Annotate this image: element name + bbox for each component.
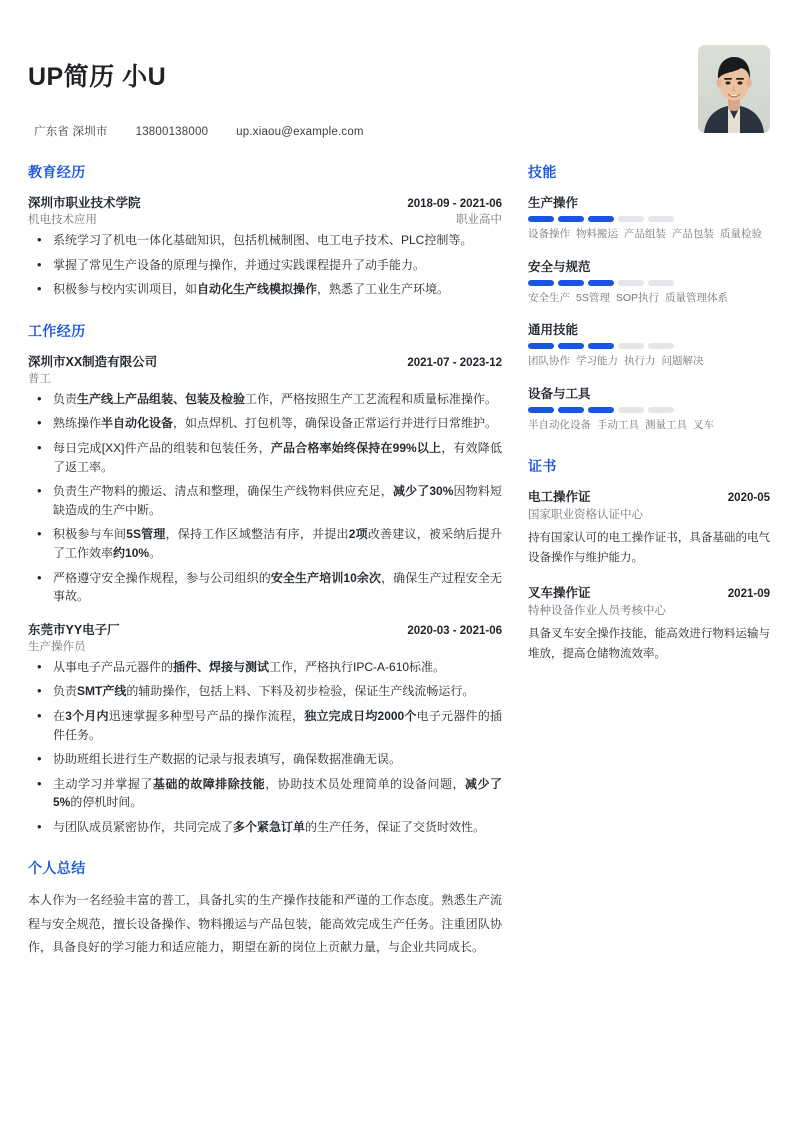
skill-tag: 测量工具 [645, 419, 687, 432]
section-summary [28, 858, 502, 958]
section-certificates [528, 456, 770, 665]
company-name: 东莞市YY电子厂 [28, 622, 120, 637]
skill-tag: 安全生产 [528, 291, 570, 304]
skill-tag: 设备操作 [528, 228, 570, 240]
skill-level-segment [588, 280, 614, 286]
portrait-photo-icon [698, 45, 770, 133]
certificate-description: 持有国家认可的电工操作证书，具备基础的电气设备操作与维护能力。 [528, 531, 770, 565]
bullet-list [28, 231, 502, 299]
skill-group [528, 320, 770, 369]
school-name: 深圳市职业技术学院 [28, 196, 141, 210]
education-entry-header [28, 193, 502, 211]
job-position: 普工 [28, 372, 51, 385]
major: 机电技术应用 [28, 214, 97, 226]
skill-level-segment [618, 407, 644, 413]
skill-tag: SOP执行 [615, 291, 660, 304]
education-entries [28, 193, 502, 299]
certificate-item [528, 583, 770, 665]
skill-group [528, 193, 770, 242]
skill-level-segment [528, 216, 554, 222]
certificate-header [528, 487, 770, 505]
skill-tag-list [528, 227, 770, 242]
work-entry-header [28, 620, 502, 638]
work-date: 2020-03 - 2021-06 [407, 624, 502, 637]
skill-level-segment [648, 280, 674, 286]
bullet-item: • 积极参与车间5S管理，保持工作区域整洁有序，并提出2项改善建议，被采纳后提升了工作效率约10%。 [28, 525, 502, 562]
contact-line [34, 123, 770, 139]
bullet-item: • 主动学习并掌握了基础的故障排除技能，协助技术员处理简单的设备问题，减少了5%的停机时间。 [28, 775, 502, 812]
company-name: 深圳市XX制造有限公司 [28, 354, 158, 369]
skill-tag: 团队协作 [528, 355, 570, 368]
skill-level-segment [648, 343, 674, 349]
skill-level-segment [588, 216, 614, 222]
bullet-item: • 严格遵守安全操作规程，参与公司组织的安全生产培训10余次，确保生产过程安全无事故。 [28, 569, 502, 606]
skill-tag: 产品包装 [672, 228, 714, 240]
certificate-name: 电工操作证 [528, 489, 591, 504]
skill-group-name: 通用技能 [528, 323, 579, 338]
skill-level-segment [648, 216, 674, 222]
work-entry-header [28, 352, 502, 370]
job-position: 生产操作员 [28, 640, 86, 653]
section-education [28, 162, 502, 299]
resume-body [0, 162, 800, 981]
skill-tag: 问题解决 [661, 355, 704, 368]
bullet-item: • 协助班组长进行生产数据的记录与报表填写，确保数据准确无误。 [28, 750, 502, 769]
education-date: 2018-09 - 2021-06 [407, 198, 502, 210]
certificate-date: 2020-05 [727, 491, 770, 504]
work-entry [28, 620, 502, 837]
skill-tag: 产品组装 [624, 228, 666, 240]
section-title-skills: 技能 [528, 164, 557, 180]
contact-email: up.xiaou@example.com [236, 126, 364, 138]
certificate-list [528, 487, 770, 665]
certificate-name: 叉车操作证 [528, 585, 591, 600]
skill-tag: 叉车 [693, 419, 714, 432]
section-title-work: 工作经历 [28, 322, 86, 339]
skill-level-bar [528, 407, 770, 413]
side-column [520, 162, 770, 688]
bullet-item: • 每日完成[XX]件产品的组装和包装任务，产品合格率始终保持在99%以上，有效降低了返工率。 [28, 439, 502, 476]
certificate-issuer: 国家职业资格认证中心 [528, 508, 643, 521]
skill-level-bar [528, 343, 770, 349]
skill-group-name: 设备与工具 [528, 387, 591, 402]
bullet-item: • 系统学习了机电一体化基础知识，包括机械制图、电工电子技术、PLC控制等。 [28, 231, 502, 250]
work-entry [28, 352, 502, 606]
contact-location: 广东省 深圳市 [34, 126, 108, 138]
skill-level-bar [528, 280, 770, 286]
skill-level-segment [528, 407, 554, 413]
bullet-item: • 熟练操作半自动化设备，如点焊机、打包机等，确保设备正常运行并进行日常维护。 [28, 414, 502, 433]
skill-level-segment [558, 280, 584, 286]
skill-level-segment [588, 343, 614, 349]
certificate-item [528, 487, 770, 569]
section-title-certificates: 证书 [528, 457, 557, 474]
bullet-item: • 与团队成员紧密协作，共同完成了多个紧急订单的生产任务，保证了交货时效性。 [28, 818, 502, 837]
certificate-date: 2021-09 [727, 587, 770, 600]
section-work [28, 321, 502, 837]
bullet-list [28, 658, 502, 837]
contact-phone: 13800138000 [135, 126, 209, 138]
skill-level-segment [618, 343, 644, 349]
main-column [28, 162, 520, 981]
bullet-item: • 负责生产物料的搬运、清点和整理，确保生产线物料供应充足，减少了30%因物料短缺造成的生产中断。 [28, 482, 502, 519]
skill-tag: 质量检验 [720, 228, 762, 240]
certificate-description: 具备叉车安全操作技能，能高效进行物料运输与堆放，提高仓储物流效率。 [528, 627, 770, 661]
work-entries [28, 352, 502, 837]
skill-tag: 学习能力 [576, 355, 618, 368]
section-title-education: 教育经历 [28, 164, 86, 180]
skill-level-segment [648, 407, 674, 413]
education-entry [28, 193, 502, 299]
resume-header [0, 0, 800, 139]
skill-level-bar [528, 216, 770, 222]
skill-tag: 5S管理 [576, 291, 610, 304]
education-entry-subheader [28, 211, 502, 227]
skill-level-segment [558, 216, 584, 222]
avatar [698, 45, 770, 133]
skill-level-segment [618, 216, 644, 222]
skill-level-segment [558, 407, 584, 413]
skill-groups [528, 193, 770, 433]
page-title: UP简历 小U [28, 63, 167, 91]
certificate-issuer: 特种设备作业人员考核中心 [528, 604, 666, 617]
bullet-list [28, 390, 502, 606]
section-skills [528, 162, 770, 433]
skill-level-segment [588, 407, 614, 413]
bullet-item: • 负责SMT产线的辅助操作，包括上料、下料及初步检验，保证生产线流畅运行。 [28, 682, 502, 701]
section-title-summary: 个人总结 [28, 860, 86, 877]
skill-tag: 半自动化设备 [528, 419, 591, 432]
summary-text: 本人作为一名经验丰富的普工，具备扎实的生产操作技能和严谨的工作态度。熟悉生产流程与安全规范，擅长设备操作、物料搬运与产品包装，能高效完成生产任务。注重团队协作，具备良好的学习能力和适应能力，期望在新的岗位上贡献力量，与企业共同成长。 [28, 893, 502, 954]
bullet-item: • 积极参与校内实训项目，如自动化生产线模拟操作，熟悉了工业生产环境。 [28, 280, 502, 299]
bullet-item: • 掌握了常见生产设备的原理与操作，并通过实践课程提升了动手能力。 [28, 256, 502, 275]
skill-group-name: 生产操作 [528, 196, 579, 210]
skill-tag: 手动工具 [597, 419, 639, 432]
bullet-item: • 从事电子产品元器件的插件、焊接与测试工作，严格执行IPC-A-610标准。 [28, 658, 502, 677]
degree: 职业高中 [456, 214, 502, 226]
skill-level-segment [528, 280, 554, 286]
skill-level-segment [528, 343, 554, 349]
skill-tag-list [528, 291, 770, 306]
skill-tag: 质量管理体系 [665, 291, 729, 304]
skill-group [528, 384, 770, 433]
skill-level-segment [618, 280, 644, 286]
skill-tag-list [528, 418, 770, 433]
skill-tag-list [528, 354, 770, 369]
skill-group [528, 257, 770, 306]
skill-group-name: 安全与规范 [528, 259, 591, 274]
bullet-item: • 负责生产线上产品组装、包装及检验工作，严格按照生产工艺流程和质量标准操作。 [28, 390, 502, 409]
work-date: 2021-07 - 2023-12 [407, 356, 502, 369]
bullet-item: • 在3个月内迅速掌握多种型号产品的操作流程，独立完成日均2000个电子元器件的插件任务。 [28, 707, 502, 744]
certificate-header [528, 583, 770, 601]
skill-tag: 执行力 [624, 355, 656, 368]
skill-level-segment [558, 343, 584, 349]
skill-tag: 物料搬运 [576, 228, 618, 240]
